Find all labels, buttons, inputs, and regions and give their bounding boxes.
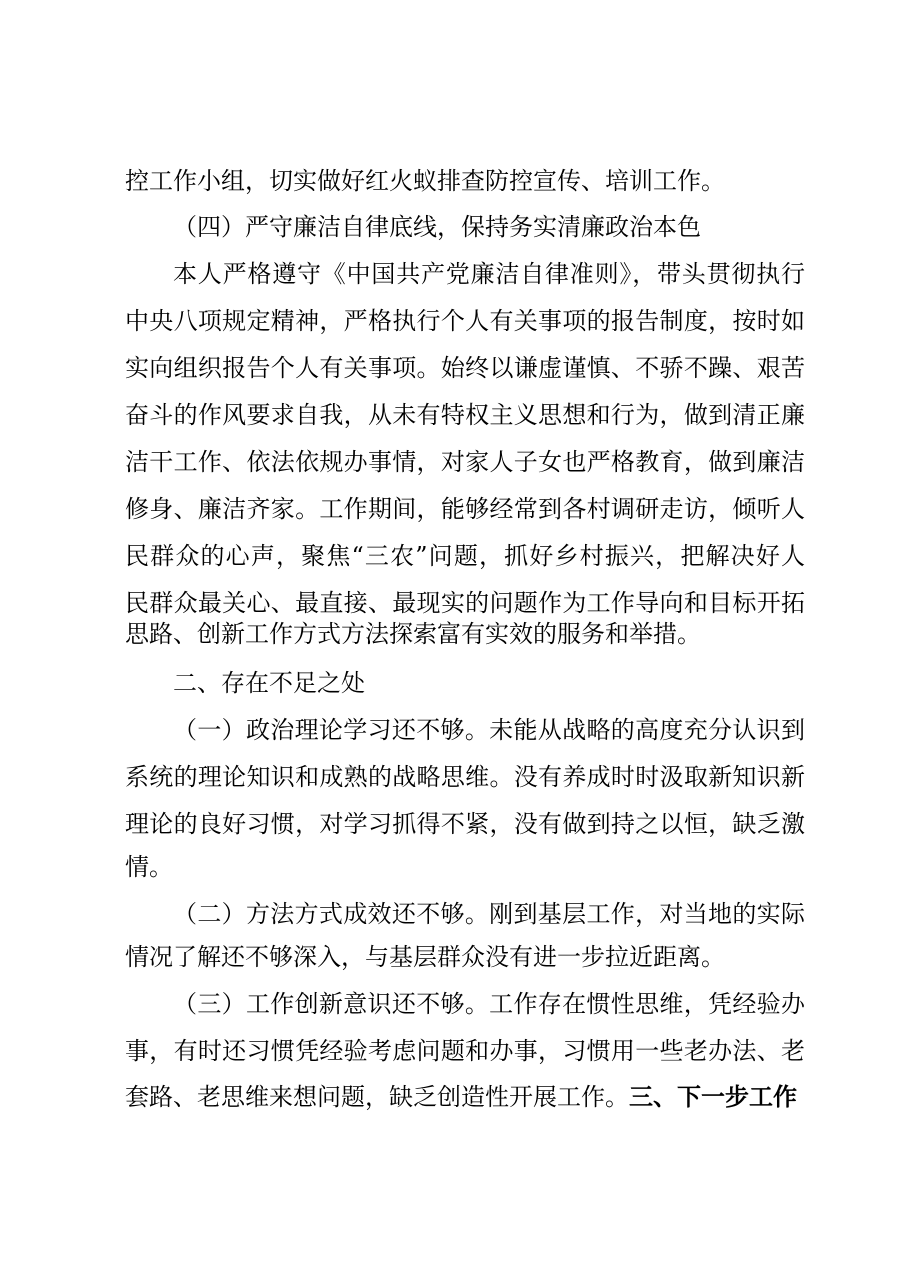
paragraph-line: （二）方法方式成效还不够。刚到基层工作，对当地的实际: [173, 900, 805, 928]
section-heading: 二、存在不足之处: [173, 669, 365, 697]
paragraph-text: 套路、老思维来想问题，缺乏创造性开展工作。: [125, 1083, 629, 1111]
paragraph-line: 思路、创新工作方式方法探索富有实效的服务和举措。: [125, 620, 701, 648]
paragraph-line: 洁干工作、依法依规办事情，对家人子女也严格教育，做到廉洁: [125, 448, 805, 476]
paragraph-line-with-heading: [125, 1082, 805, 1112]
paragraph-line: 事，有时还习惯凭经验考虑问题和办事，习惯用一些老办法、老: [125, 1037, 805, 1065]
section-subheading: （四）严守廉洁自律底线，保持务实清廉政治本色: [173, 213, 701, 241]
paragraph-line: （三）工作创新意识还不够。工作存在惯性思维，凭经验办: [173, 990, 805, 1018]
paragraph-line: 情。: [125, 853, 173, 881]
paragraph-line: 民群众最关心、最直接、最现实的问题作为工作导向和目标开拓: [125, 589, 805, 617]
paragraph-line: 理论的良好习惯，对学习抓得不紧，没有做到持之以恒，缺乏激: [125, 810, 805, 838]
paragraph-line: 奋斗的作风要求自我，从未有特权主义思想和行为，做到清正廉: [125, 401, 805, 429]
paragraph-line: 实向组织报告个人有关事项。始终以谦虚谨慎、不骄不躁、艰苦: [125, 354, 805, 382]
paragraph-line: 情况了解还不够深入，与基层群众没有进一步拉近距离。: [125, 943, 725, 971]
paragraph-line: 本人严格遵守《中国共产党廉洁自律准则》，带头贯彻执行: [173, 260, 805, 288]
paragraph-line: 修身、廉洁齐家。工作期间，能够经常到各村调研走访，倾听人: [125, 495, 805, 523]
next-steps-heading: 三、下一步工作: [629, 1083, 797, 1111]
paragraph-line: 民群众的心声，聚焦“三农”问题，抓好乡村振兴，把解决好人: [125, 542, 805, 570]
paragraph-line: 控工作小组，切实做好红火蚁排查防控宣传、培训工作。: [125, 167, 725, 195]
paragraph-line: 系统的理论知识和成熟的战略思维。没有养成时时汲取新知识新: [125, 763, 805, 791]
paragraph-line: （一）政治理论学习还不够。未能从战略的高度充分认识到: [173, 716, 805, 744]
paragraph-line: 中央八项规定精神，严格执行个人有关事项的报告制度，按时如: [125, 307, 805, 335]
